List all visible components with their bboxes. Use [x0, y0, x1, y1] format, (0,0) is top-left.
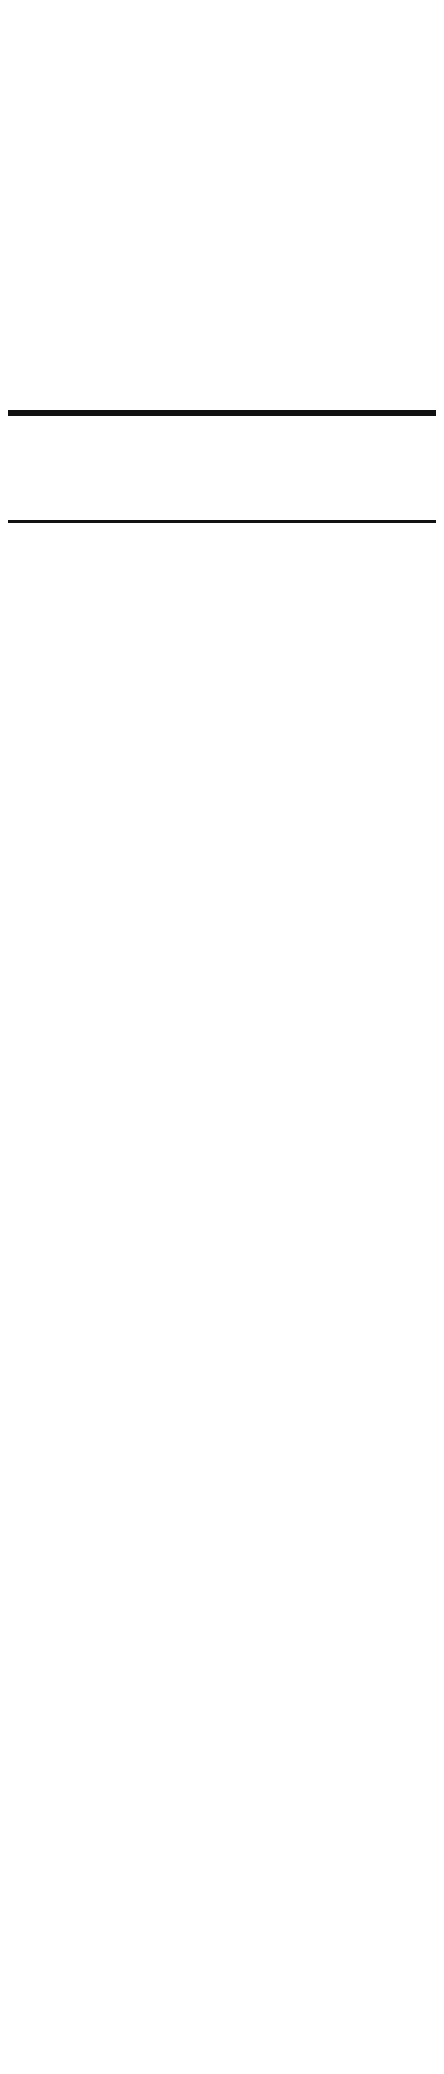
section-rule [8, 410, 436, 416]
header-rule [8, 520, 436, 523]
